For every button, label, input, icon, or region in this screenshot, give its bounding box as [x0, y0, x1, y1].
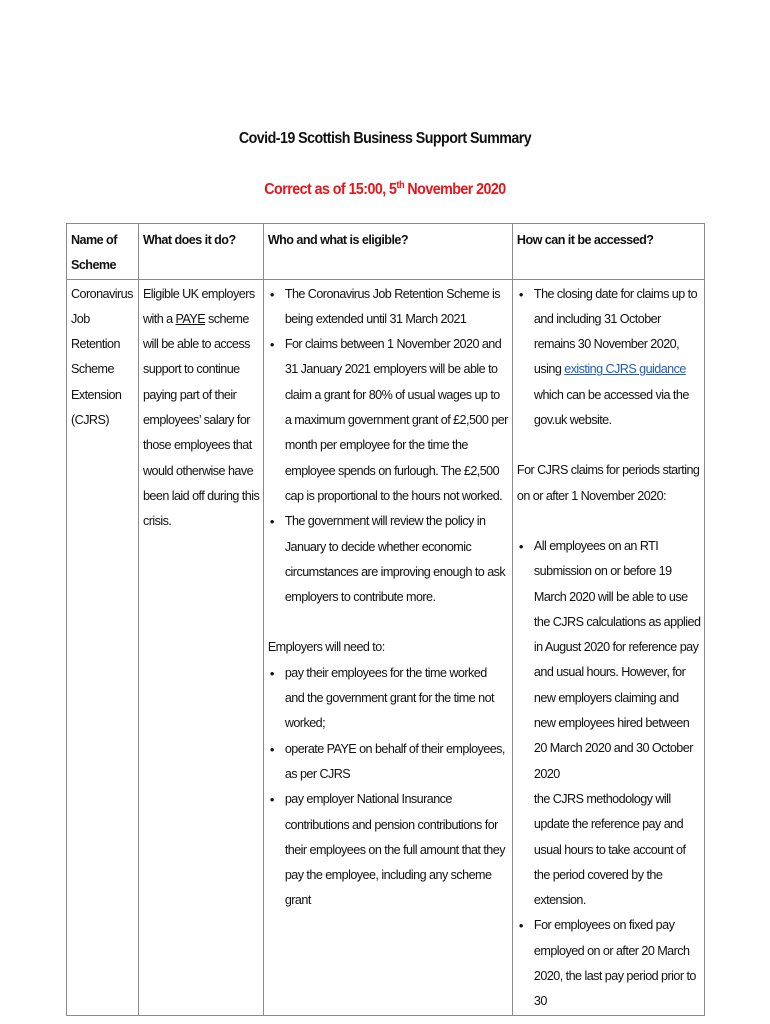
list-item — [517, 282, 701, 434]
list-item: • The government will review the policy in January to decide whether economic circumstances are improving enough to ask employers to contribute more. — [268, 509, 509, 610]
scheme-name-cell: Coronavirus Job Retention Scheme Extension (CJRS) — [67, 279, 139, 1015]
support-table — [66, 223, 705, 1016]
scheme-description-cell — [138, 279, 263, 1015]
header-who-eligible: Who and what is eligible? — [263, 224, 512, 280]
list-item: • pay their employees for the time worked and the government grant for the time not worked; — [268, 661, 509, 737]
subtitle-suffix: November 2020 — [404, 181, 506, 199]
list-item: • The Coronavirus Job Retention Scheme is being extended until 31 March 2021 — [268, 282, 509, 333]
table-row — [67, 279, 705, 1015]
header-how-accessed: How can it be accessed? — [512, 224, 704, 280]
description-text-2: scheme will be able to access support to continue paying part of their employees’ salary for those employees that would otherwise have been laid off during this crisis. — [142, 311, 260, 529]
employers-list — [268, 661, 509, 914]
list-item: • pay employer National Insurance contributions and pension contributions for their employees on the full amount that they pay the employee, including any scheme grant — [268, 787, 509, 913]
header-what-does-it-do: What does it do? — [138, 224, 263, 280]
list-item — [517, 534, 701, 913]
cjrs-guidance-link[interactable]: existing CJRS guidance — [564, 362, 686, 377]
access-list-1 — [517, 282, 701, 434]
description-text-1: Eligible UK employers with a — [142, 286, 255, 326]
access-b1-text-2: which can be accessed via the gov.uk website. — [533, 387, 689, 428]
access-list-2 — [517, 534, 701, 1015]
access-b2-text-2: the CJRS methodology will update the reference pay and usual hours to take account of the period covered by the extension. — [533, 791, 686, 908]
eligibility-list — [268, 282, 509, 611]
document-subtitle — [31, 180, 739, 199]
header-name-of-scheme: Name of Scheme — [67, 224, 139, 280]
subtitle-prefix: Correct as of 15:00, 5 — [264, 181, 397, 199]
document-title: Covid-19 Scottish Business Support Summary — [238, 130, 532, 147]
eligibility-cell — [263, 279, 512, 1015]
list-item: • For employees on fixed pay employed on or after 20 March 2020, the last pay period prior to 30 — [517, 913, 701, 1014]
paye-term: PAYE — [175, 311, 206, 326]
list-item: • operate PAYE on behalf of their employees, as per CJRS — [268, 737, 509, 788]
list-item: • For claims between 1 November 2020 and 31 January 2021 employers will be able to claim a grant for 80% of usual wages up to a maximum government grant of £2,500 per month per employee for the time the employee spends on furlough. The £2,500 cap is proportional to the hours not worked. — [268, 332, 509, 509]
table-header-row — [67, 224, 705, 280]
access-b2-text-1: • All employees on an RTI submission on or before 19 March 2020 will be able to use the CJRS calculations as applied in August 2020 for reference pay and usual hours. However, for new employers claiming and new employees hired between 20 March 2020 and 30 October 2020 — [533, 538, 701, 781]
access-b1-text-1: The closing date for claims up to and including 31 October remains 30 November 2020, using — [533, 286, 698, 377]
employers-intro: Employers will need to: — [267, 640, 385, 655]
subtitle-superscript: th — [396, 180, 405, 191]
access-cell — [512, 279, 704, 1015]
access-paragraph: For CJRS claims for periods starting on or after 1 November 2020: — [516, 463, 700, 503]
